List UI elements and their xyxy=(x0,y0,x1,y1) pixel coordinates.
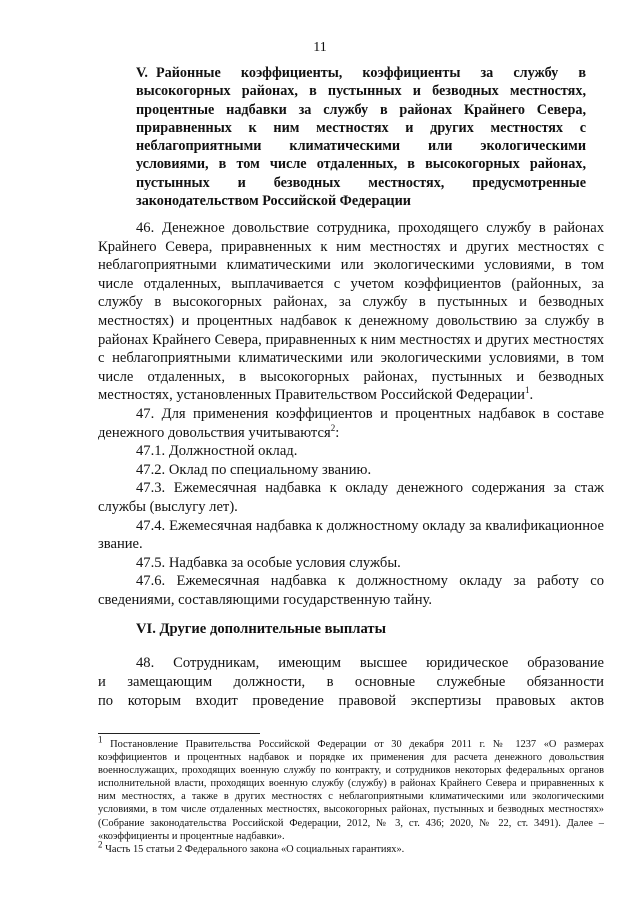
paragraph-48 xyxy=(98,654,604,712)
section-v-heading xyxy=(136,64,586,210)
footnote-2-mark: 2 xyxy=(98,839,103,850)
footnote-2 xyxy=(98,839,604,856)
footnote-2-text: Часть 15 статьи 2 Федерального закона «О социальных гарантиях». xyxy=(102,843,405,855)
paragraph-48-line-3: по которым входит проведение правовой экспертизы правовых актов xyxy=(98,693,604,710)
section-v-number: V. xyxy=(136,65,148,81)
paragraph-47-5: 47.5. Надбавка за особые условия службы. xyxy=(136,554,401,571)
footnote-separator xyxy=(98,733,260,734)
paragraph-48-line-1: 48. Сотрудникам, имеющим высшее юридическое образование xyxy=(136,655,604,671)
footnote-1-text: Постановление Правительства Российской Федерации от 30 декабря 2011 г. № 1237 «О размерах коэффициентов и процентных надбавок и порядке их применения для расчета денежного довольствия военнослужащих, проходящих военную службу по контракту, и сотрудников некоторых федеральных органов исполнительной власти, проходящих военную службу (службу) в районах Крайнего Севера и приравненных к ним местностях, а также в других местностях с неблагоприятными климатическими или экологическими условиями, в том числе отдаленных местностях, высокогорных районах, пустынных и безводных местностях» (Собрание законодательства Российской Федерации, 2012, № 3, ст. 436; 2020, № 22, ст. 3491). Далее – «коэффициенты и процентные надбавки». xyxy=(98,739,604,842)
footnote-1-mark: 1 xyxy=(98,734,103,745)
section-vi-heading: VI. Другие дополнительные выплаты xyxy=(136,621,386,637)
paragraph-47-text: 47. Для применения коэффициентов и процентных надбавок в составе денежного довольствия учитываются xyxy=(98,405,604,441)
paragraph-47-4: 47.4. Ежемесячная надбавка к должностному окладу за квалификационное звание. xyxy=(98,517,604,553)
paragraph-47-1: 47.1. Должностной оклад. xyxy=(136,443,298,460)
section-v-title: Районные коэффициенты, коэффициенты за службу в высокогорных районах, в пустынных и безводных местностях, процентные надбавки за службу в районах Крайнего Севера, приравненных к ним местностях и других местностях с неблагоприятными климатическими или экологическими условиями, в том числе отдаленных, в высокогорных районах, пустынных и безводных местностях, предусмотренные законодательством Российской Федерации xyxy=(136,65,586,210)
paragraph-47-3: 47.3. Ежемесячная надбавка к окладу денежного содержания за стаж службы (выслугу лет). xyxy=(98,480,604,515)
paragraph-47-2: 47.2. Оклад по специальному званию. xyxy=(136,461,372,478)
paragraph-48-line-2: и замещающим должности, в основные служебные обязанности xyxy=(98,674,604,691)
paragraph-46-text: 46. Денежное довольствие сотрудника, проходящего службу в районах Крайнего Севера, приравненных к ним местностях и других местностях с неблагоприятными климатическими или экологическими условиями, в том числе отдаленных, выплачивается с учетом коэффициентов (районных, за службу в высокогорных районах, за службу в пустынных и безводных местностях) и процентных надбавок к денежному довольствию за службу в районах Крайнего Севера, приравненных к ним местностях и других местностях с неблагоприятными климатическими или экологическими условиями, в том числе отдаленных, в высокогорных районах, пустынных и безводных местностях, установленных Правительством Российской Федерации xyxy=(98,220,604,404)
paragraph-46: 46. Денежное довольствие сотрудника, проходящего службу в районах Крайнего Севера, приравненных к ним местностях и других местностях с неблагоприятными климатическими или экологическими условиями, в том числе отдаленных, выплачивается с учетом коэффициентов (районных, за службу в высокогорных районах, за службу в пустынных и безводных местностях) и процентных надбавок к денежному довольствию за службу в районах Крайнего Севера, приравненных к ним местностях и других местностях с неблагоприятными климатическими или экологическими условиями, в том числе отдаленных, в высокогорных районах, пустынных и безводных местностях, установленных Правительством Российской Федерации$^1$. xyxy=(98,220,604,404)
paragraph-47-colon: : xyxy=(335,424,340,441)
section-v-body xyxy=(98,219,604,609)
paragraph-47 xyxy=(98,405,604,442)
footnote-ref-2: 2 xyxy=(330,422,336,433)
footnote-1 xyxy=(98,734,604,843)
page-number: 11 xyxy=(313,40,327,55)
footnote-ref-1: 1 xyxy=(524,385,530,396)
paragraph-47-6: 47.6. Ежемесячная надбавка к должностному окладу за работу со сведениями, составляющими государственную тайну. xyxy=(98,573,604,608)
footnotes xyxy=(98,734,604,856)
